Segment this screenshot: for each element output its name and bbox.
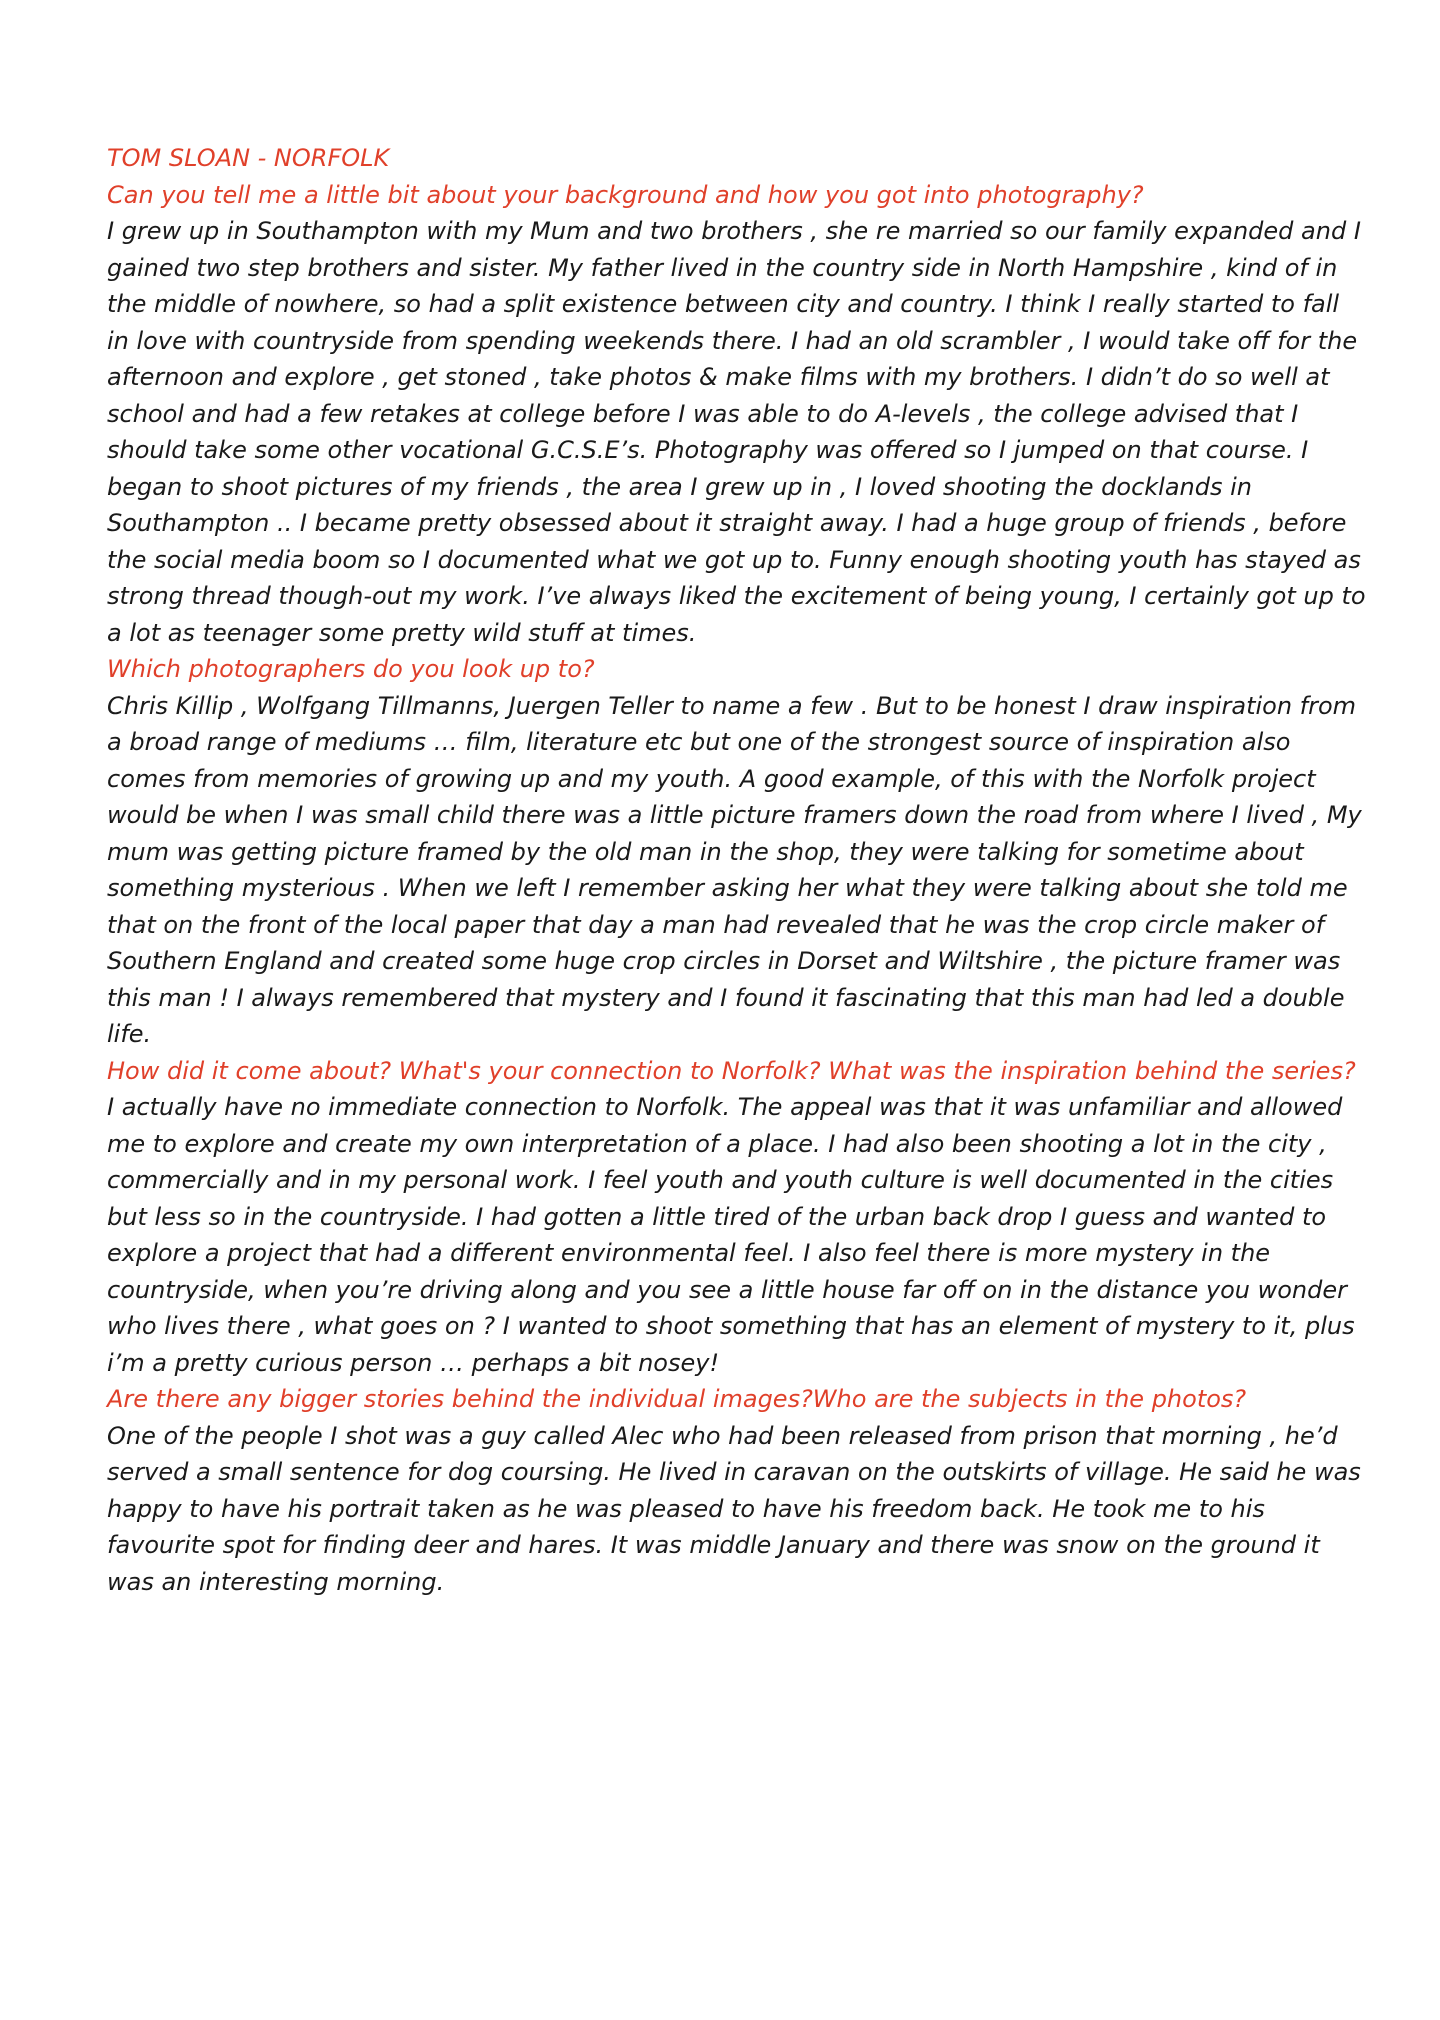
question-influences: Which photographers do you look up to? — [107, 655, 595, 683]
answer-influences: Chris Killip , Wolfgang Tillmanns, Juergen Teller to name a few . But to be honest I draw inspiration from a broad range of mediums … film, literature etc but one of the strongest source of inspiration also comes from memories of growing up and my youth. A good example, of this with the Norfolk project would be when I was small child there was a little picture framers down the road from where I lived , My mum was getting picture framed by the old man in the shop, they were talking for sometime about something mysterious . When we left I remember asking her what they were talking about she told me that on the front of the local paper that day a man had revealed that he was the crop circle maker of Southern England and created some huge crop circles in Dorset and Wiltshire , the picture framer was this man ! I always remembered that mystery and I found it fascinating that this man had led a double life. — [107, 691, 1362, 1048]
qa-section — [107, 651, 1367, 1053]
question-stories: Are there any bigger stories behind the individual images?Who are the subjects in the photos? — [107, 1385, 1247, 1413]
document-title: TOM SLOAN - NORFOLK — [107, 144, 390, 172]
answer-background: I grew up in Southampton with my Mum and two brothers , she re married so our family expanded and I gained two step brothers and sister. My father lived in the country side in North Hampshire , kind of in the middle of nowhere, so had a split existence between city and country. I think I really started to fall in love with countryside from spending weekends there. I had an old scrambler , I would take off for the afternoon and explore , get stoned , take photos & make films with my brothers. I didn’t do so well at school and had a few retakes at college before I was able to do A-levels , the college advised that I should take some other vocational G.C.S.E’s. Photography was offered so I jumped on that course. I began to shoot pictures of my friends , the area I grew up in , I loved shooting the docklands in Southampton .. I became pretty obsessed about it straight away. I had a huge group of friends , before the social media boom so I documented what we got up to. Funny enough shooting youth has stayed as strong thread though-out my work. I’ve always liked the excitement of being young, I certainly got up to a lot as teenager some pretty wild stuff at times. — [107, 217, 1366, 647]
question-background: Can you tell me a little bit about your background and how you got into photography? — [107, 180, 1144, 209]
qa-section — [107, 1053, 1367, 1382]
question-norfolk-connection: How did it come about? What's your connection to Norfolk? What was the inspiration behind the series? — [107, 1056, 1356, 1085]
qa-section — [107, 1381, 1367, 1600]
document-page — [107, 140, 1367, 1600]
qa-section — [107, 177, 1367, 652]
answer-norfolk-connection: I actually have no immediate connection to Norfolk. The appeal was that it was unfamiliar and allowed me to explore and create my own interpretation of a place. I had also been shooting a lot in the city , commercially and in my personal work. I feel youth and youth culture is well documented in the cities but less so in the countryside. I had gotten a little tired of the urban back drop I guess and wanted to explore a project that had a different environmental feel. I also feel there is more mystery in the countryside, when you’re driving along and you see a little house far off on in the distance you wonder who lives there , what goes on ? I wanted to shoot something that has an element of mystery to it, plus i’m a pretty curious person … perhaps a bit nosey! — [107, 1093, 1355, 1377]
answer-stories: One of the people I shot was a guy called Alec who had been released from prison that morning , he’d served a small sentence for dog coursing. He lived in caravan on the outskirts of village. He said he was happy to have his portrait taken as he was pleased to have his freedom back. He took me to his favourite spot for finding deer and hares. It was middle January and there was snow on the ground it was an interesting morning. — [107, 1421, 1361, 1596]
